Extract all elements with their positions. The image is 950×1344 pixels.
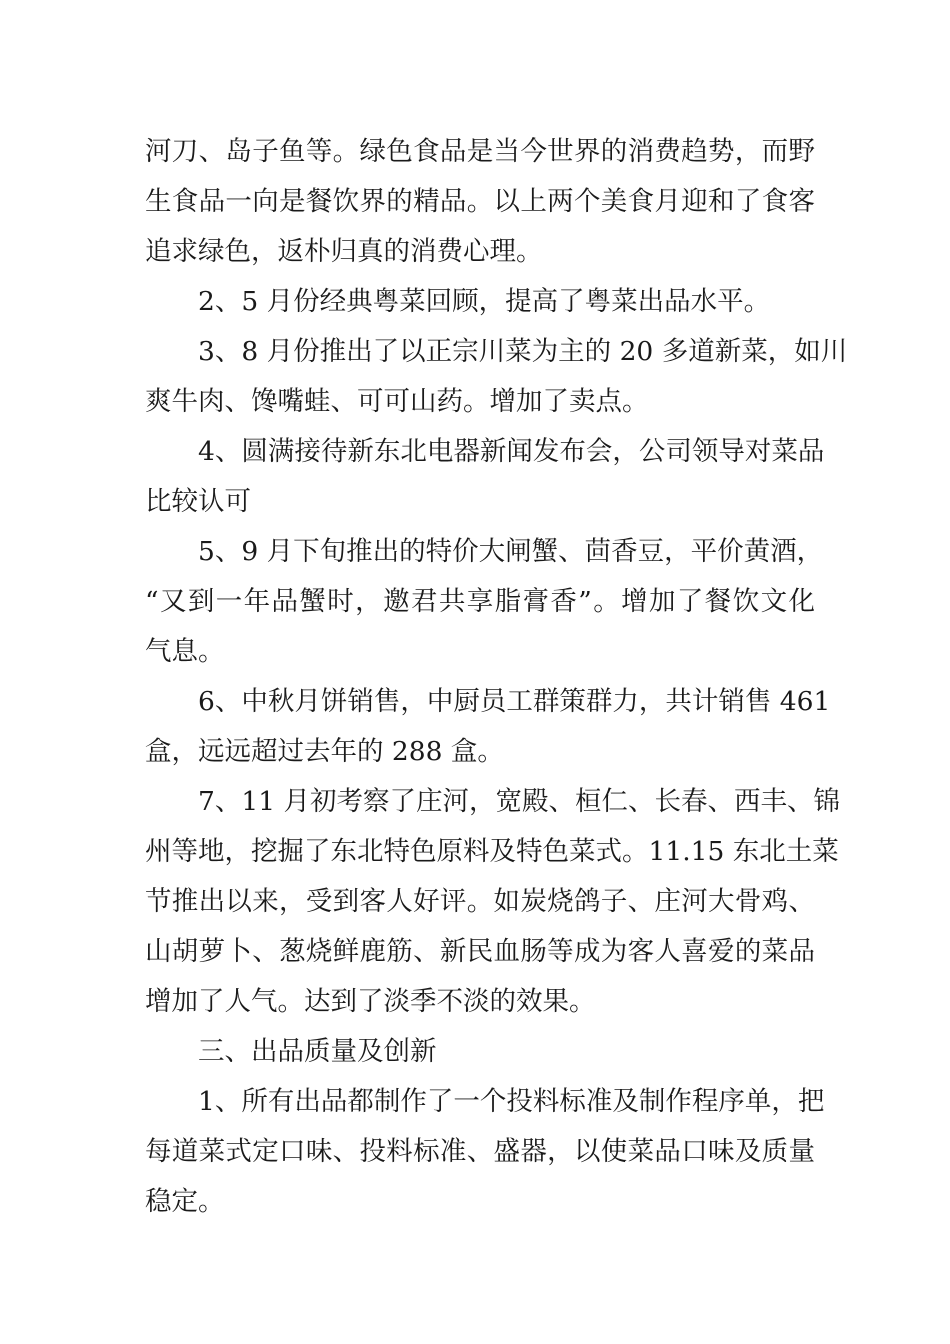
list-item-2: 2、5 月份经典粤菜回顾，提高了粤菜出品水平。	[198, 286, 771, 317]
text-line: 节推出以来，受到客人好评。如炭烧鸽子、庄河大骨鸡、	[145, 886, 815, 917]
text-line: 河刀、岛子鱼等。绿色食品是当今世界的消费趋势，而野	[145, 136, 815, 167]
list-item-6: 6、中秋月饼销售，中厨员工群策群力，共计销售 461	[198, 686, 831, 717]
text-line: 每道菜式定口味、投料标准、盛器，以使菜品口味及质量	[145, 1136, 815, 1167]
text-line: “又到一年品蟹时，邀君共享脂膏香”。增加了餐饮文化	[145, 586, 815, 617]
text-line: 爽牛肉、馋嘴蛙、可可山药。增加了卖点。	[145, 386, 649, 417]
list-item-5: 5、9 月下旬推出的特价大闸蟹、茴香豆，平价黄酒，	[198, 536, 824, 567]
list-item-7: 7、11 月初考察了庄河，宽殿、桓仁、长春、西丰、锦	[198, 786, 841, 817]
text-line: 追求绿色，返朴归真的消费心理。	[145, 236, 543, 267]
list-item-4: 4、圆满接待新东北电器新闻发布会，公司领导对菜品	[198, 436, 825, 467]
text-line: 气息。	[145, 636, 225, 667]
text-line: 比较认可	[145, 486, 251, 517]
list-item-3: 3、8 月份推出了以正宗川菜为主的 20 多道新菜，如川	[198, 336, 848, 367]
text-line: 生食品一向是餐饮界的精品。以上两个美食月迎和了食客	[145, 186, 815, 217]
list-item-1: 1、所有出品都制作了一个投料标准及制作程序单，把	[198, 1086, 825, 1117]
text-line: 山胡萝卜、葱烧鲜鹿筋、新民血肠等成为客人喜爱的菜品	[145, 936, 815, 967]
text-line: 州等地，挖掘了东北特色原料及特色菜式。11.15 东北土菜	[145, 836, 839, 867]
text-line: 增加了人气。达到了淡季不淡的效果。	[145, 986, 596, 1017]
section-heading: 三、出品质量及创新	[198, 1036, 437, 1067]
text-line: 盒，远远超过去年的 288 盒。	[145, 736, 504, 767]
text-line: 稳定。	[145, 1186, 225, 1217]
